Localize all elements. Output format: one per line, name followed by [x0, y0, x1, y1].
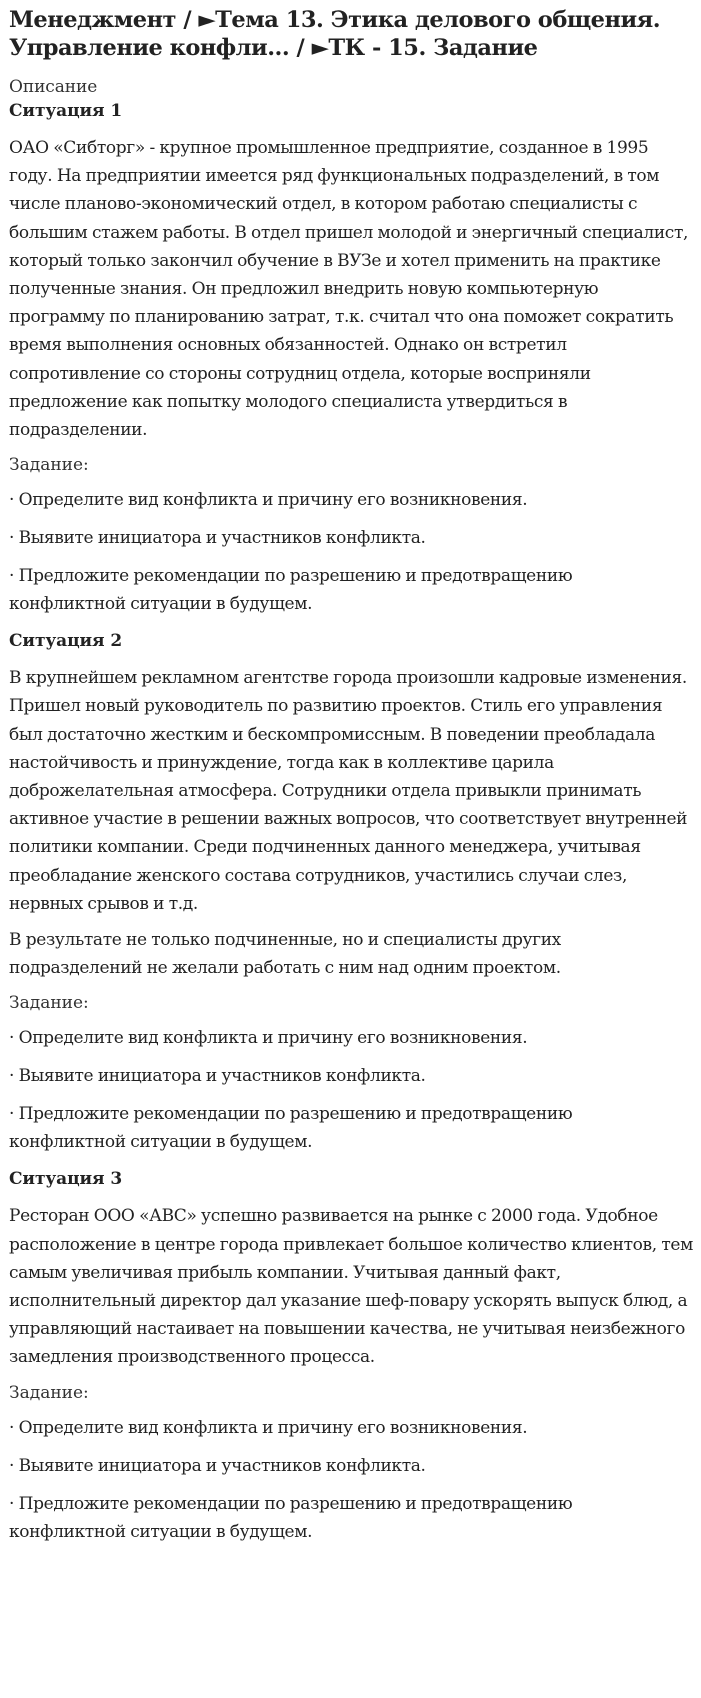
task-item: · Предложите рекомендации по разрешению и предотвращению конфликтной ситуации в будущем.: [9, 1493, 573, 1542]
task-item: · Выявите инициатора и участников конфликта.: [9, 528, 426, 549]
task-label: Задание:: [9, 1382, 89, 1403]
task-item: · Предложите рекомендации по разрешению и предотвращению конфликтной ситуации в будущем.: [9, 566, 573, 615]
situation-heading: Ситуация 2: [9, 631, 123, 652]
breadcrumb-line-1: Менеджмент / ►Тема 13. Этика делового общения.: [9, 7, 661, 33]
task-item: · Определите вид конфликта и причину его возникновения.: [9, 1028, 528, 1049]
task-item: · Определите вид конфликта и причину его возникновения.: [9, 490, 528, 511]
task-label: Задание:: [9, 993, 89, 1014]
situation-paragraph: В результате не только подчиненные, но и специалисты других подразделений не желали работать с ним над одним проектом.: [9, 930, 561, 979]
breadcrumb-line-2: Управление конфли... / ►ТК - 15. Задание: [9, 35, 538, 61]
task-item: · Выявите инициатора и участников конфликта.: [9, 1066, 426, 1087]
description-label: Описание: [9, 77, 98, 97]
task-item: · Определите вид конфликта и причину его возникновения.: [9, 1417, 528, 1438]
situation-section-2: [9, 630, 693, 1156]
page-title: [9, 6, 693, 62]
situation-paragraph: ОАО «Сибторг» - крупное промышленное предприятие, созданное в 1995 году. На предприятии имеется ряд функциональных подразделений, в том числе планово-экономический отдел, в котором работаю специалисты с большим стажем работы. В отдел пришел молодой и энергичный специалист, который только закончил обучение в ВУЗе и хотел применить на практике полученные знания. Он предложил внедрить новую компьютерную программу по планированию затрат, т.к. считал что она поможет сократить время выполнения основных обязанностей. Однако он встретил сопротивление со стороны сотрудниц отдела, которые восприняли предложение как попытку молодого специалиста утвердиться в подразделении.: [9, 138, 689, 441]
situation-paragraph: Ресторан ООО «АВС» успешно развивается на рынке с 2000 года. Удобное расположение в центре города привлекает большое количество клиентов, тем самым увеличивая прибыль компании. Учитывая данный факт, исполнительный директор дал указание шеф-повару ускорять выпуск блюд, а управляющий настаивает на повышении качества, не учитывая неизбежного замедления производственного процесса.: [9, 1206, 693, 1368]
situation-heading: Ситуация 3: [9, 1169, 123, 1190]
situation-section-1: [9, 100, 693, 618]
situation-section-3: [9, 1168, 693, 1545]
task-item: · Выявите инициатора и участников конфликта.: [9, 1455, 426, 1476]
task-item: · Предложите рекомендации по разрешению и предотвращению конфликтной ситуации в будущем.: [9, 1104, 573, 1153]
situation-heading: Ситуация 1: [9, 101, 123, 121]
situation-paragraph: В крупнейшем рекламном агентстве города произошли кадровые изменения. Пришел новый руководитель по развитию проектов. Стиль его управления был достаточно жестким и бескомпромиссным. В поведении преобладала настойчивость и принуждение, тогда как в коллективе царила доброжелательная атмосфера. Сотрудники отдела привыкли принимать активное участие в решении важных вопросов, что соответствует внутренней политики компании. Среди подчиненных данного менеджера, учитывая преобладание женского состава сотрудников, участились случаи слез, нервных срывов и т.д.: [9, 668, 688, 914]
task-label: Задание:: [9, 455, 89, 476]
